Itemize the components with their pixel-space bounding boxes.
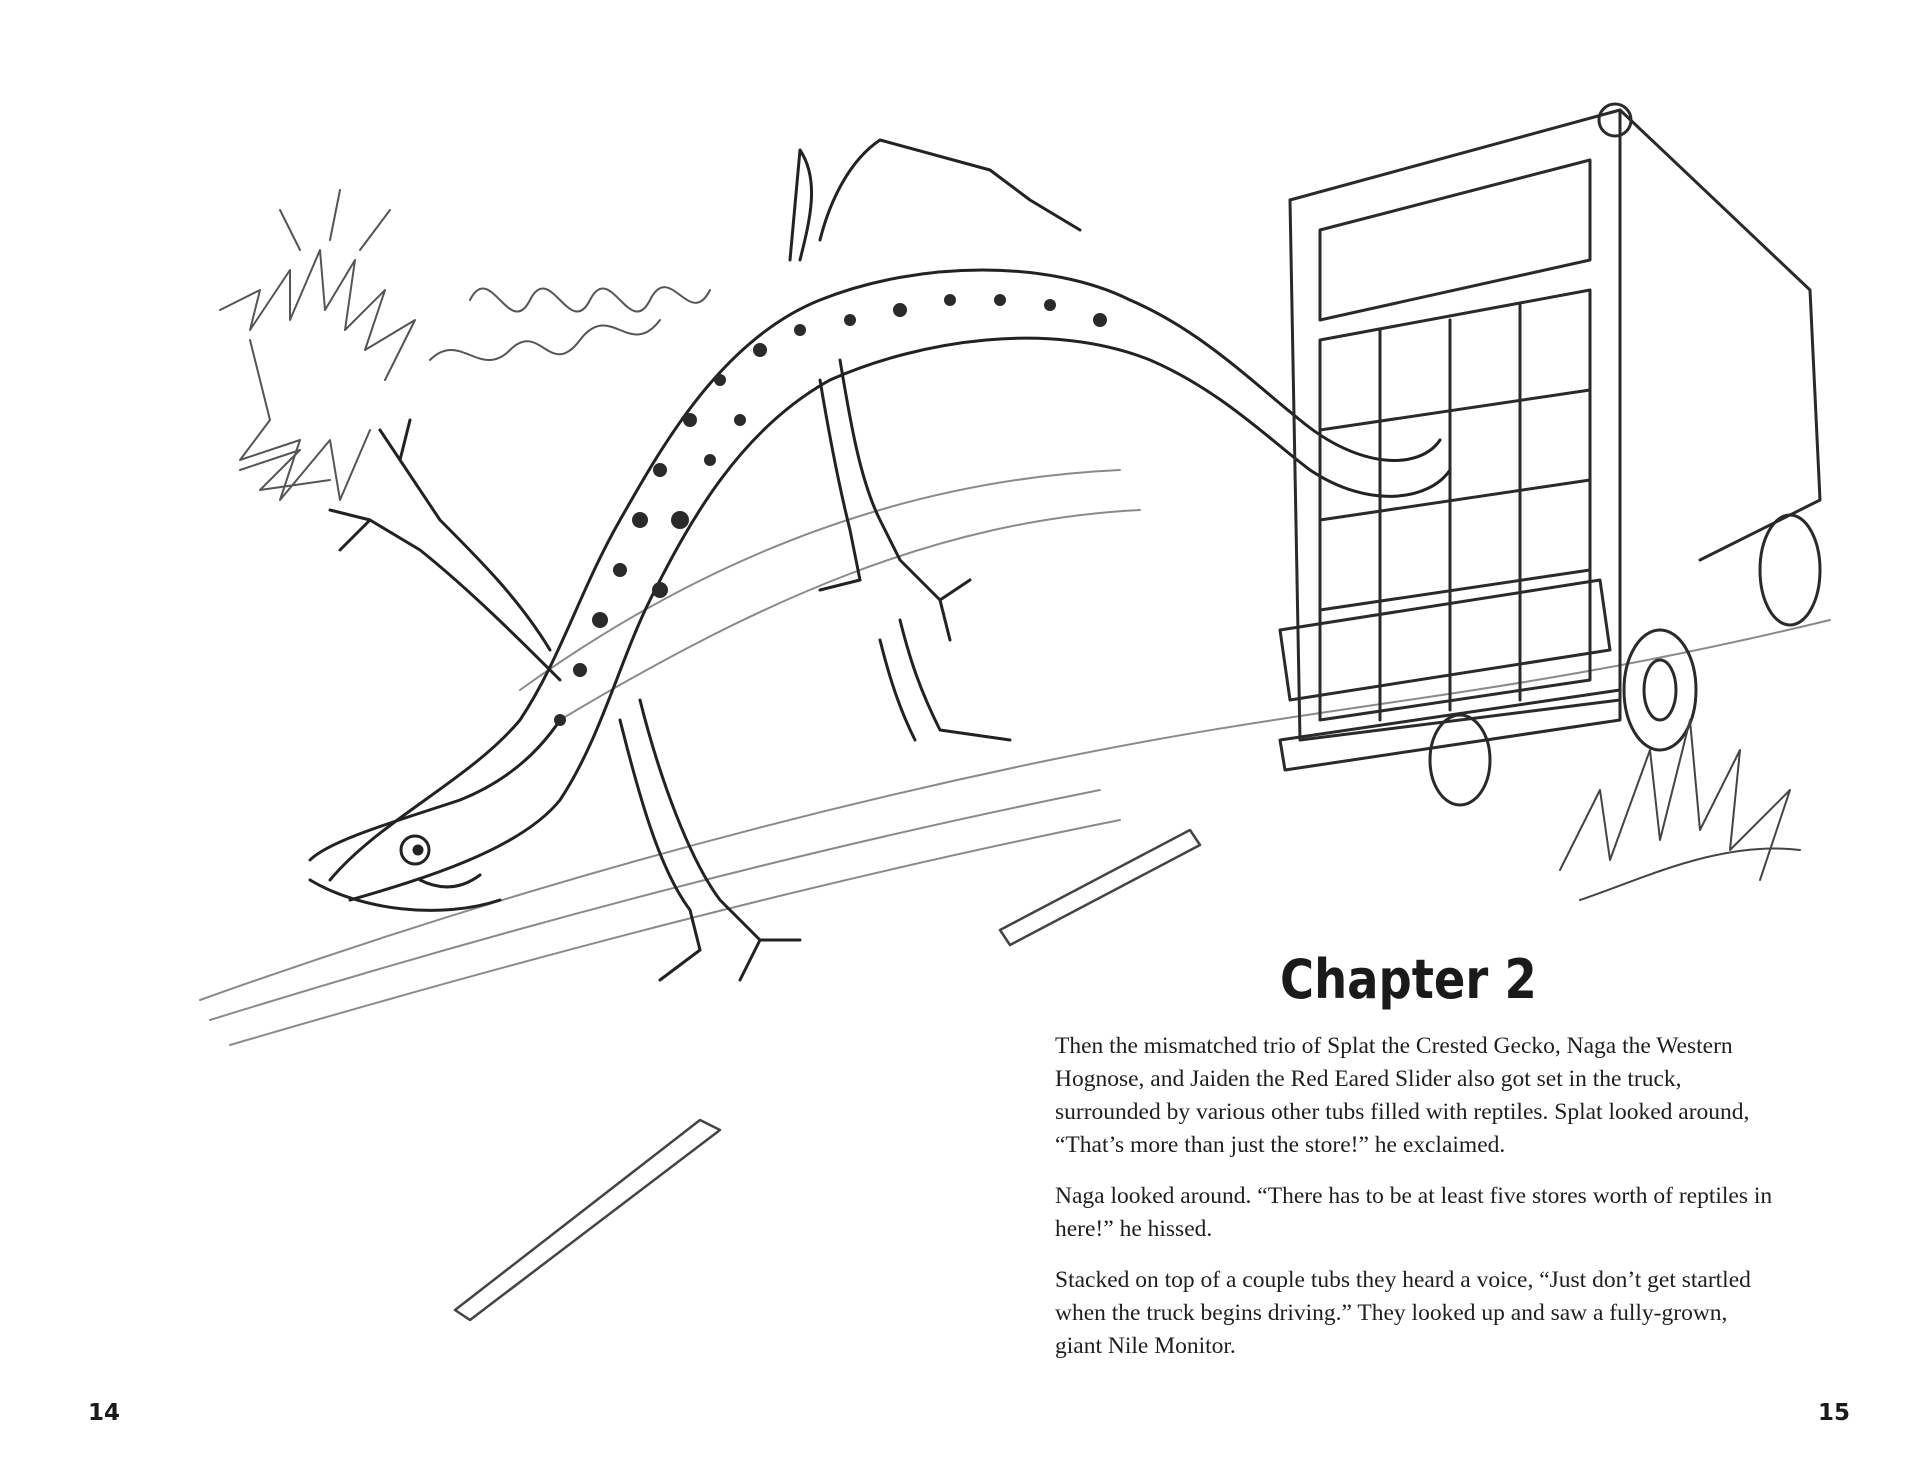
paragraph: Naga looked around. “There has to be at least five stores worth of reptiles in here!” he hissed. <box>1055 1183 1773 1242</box>
page-number-left: 14 <box>88 1400 121 1426</box>
bush-scribbles <box>220 190 710 500</box>
gecko-spots <box>554 294 1107 726</box>
page-number-right: 15 <box>1818 1400 1851 1426</box>
road-lines <box>200 470 1830 1045</box>
chapter-title: Chapter 2 <box>1280 948 1537 1011</box>
chapter-body <box>1055 1030 1775 1381</box>
paragraph: Stacked on top of a couple tubs they heard a voice, “Just don’t get startled when the truck begins driving.” They looked up and saw a fully-grown, giant Nile Monitor. <box>1055 1267 1751 1359</box>
gecko <box>310 140 1450 980</box>
paragraph: Then the mismatched trio of Splat the Crested Gecko, Naga the Western Hognose, and Jaiden the Red Eared Slider also got set in the truck, surrounded by various other tubs filled with reptiles. Splat looked around, “That’s more than just the store!” he exclaimed. <box>1055 1033 1750 1158</box>
grass-scribbles <box>1560 720 1800 900</box>
